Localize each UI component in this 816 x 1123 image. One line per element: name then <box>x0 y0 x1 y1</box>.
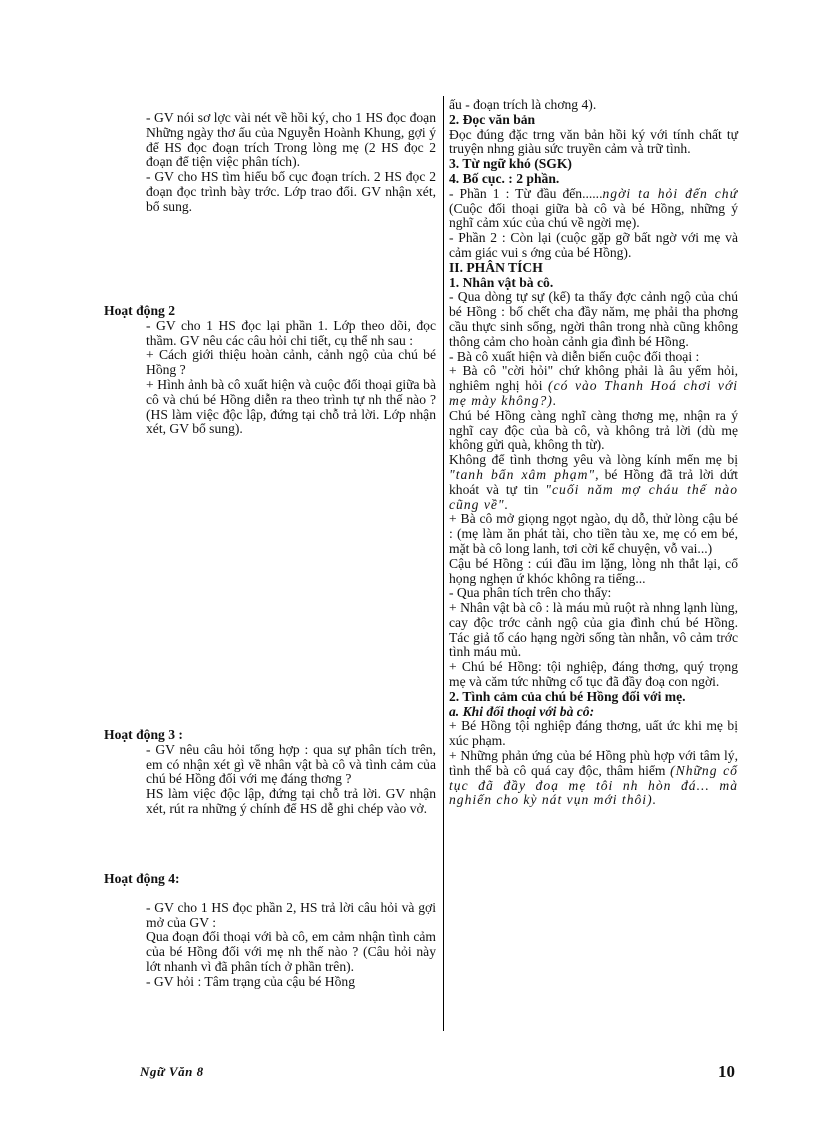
page-number: 10 <box>718 1062 735 1081</box>
right-r1: ấu - đoạn trích là chơng 4). <box>449 97 597 112</box>
hoat-dong-4-title: Hoạt động 4: <box>104 871 180 886</box>
left-intro-p2: - GV cho HS tìm hiểu bố cục đoạn trích. 2 HS đọc 2 đoạn đọc trình bày trớc. Lớp trao đổi. GV nhận xét, bổ sung. <box>146 169 436 214</box>
right-r4: - Phần 2 : Còn lại (cuộc gặp gỡ bất ngờ với mẹ và cảm giác vui s ớng của bé Hồng). <box>449 230 738 260</box>
right-r2: Đọc đúng đặc trng văn bản hồi ký với tính chất tự truyện nhng giàu sức truyền cảm và trữ tình. <box>449 126 738 157</box>
left-intro <box>104 111 436 215</box>
right-r13: + Nhân vật bà cô : là máu mủ ruột rà nhng lạnh lùng, cay độc trớc cảnh ngộ của gia đình chú bé Hồng. Tác giả tố cáo hạng ngời sống tàn nhẫn, vô cảm trớc tình máu mủ. <box>449 600 738 660</box>
left-hoat-dong-2 <box>104 304 436 437</box>
heading-bo-cuc: 4. Bố cục. : 2 phần. <box>449 170 560 186</box>
hd2-p2: + Cách giới thiệu hoàn cảnh, cảnh ngộ của chú bé Hồng ? <box>146 347 436 378</box>
hoat-dong-2-title: Hoạt động 2 <box>104 303 176 318</box>
left-intro-p1: - GV nói sơ lợc vài nét về hồi ký, cho 1 HS đọc đoạn Những ngày thơ ấu của Nguyễn Hoành Khung, gợi ý để HS đọc đoạn trích Trong lòng mẹ (2 HS đọc 2 đoạn để tiện việc phân tích). <box>146 110 436 170</box>
right-r11: Cậu bé Hồng : cúi đầu im lặng, lòng nh thắt lại, cổ họng nghẹn ứ khóc không ra tiếng... <box>449 555 738 586</box>
right-r14: + Chú bé Hồng: tội nghiệp, đáng thơng, quý trọng mẹ và căm tức những cổ tục đã đầy đoạ con ngời. <box>449 659 738 690</box>
right-r7: + Bà cô "cời hỏi" chứ không phải là âu yếm hỏi, nghiêm nghị hỏi (có vào Thanh Hoá chơi với mẹ mày không?). <box>449 363 738 408</box>
right-r12: - Qua phân tích trên cho thấy: <box>449 585 612 601</box>
right-r10: + Bà cô mở giọng ngọt ngào, dụ dỗ, thử lòng cậu bé : (mẹ làm ăn phát tài, cho tiền tàu xe, mẹ có em bé, mặt bà cô long lanh, tơi cời kể chuyện, vỗ vai...) <box>449 511 738 556</box>
right-r8: Chú bé Hồng càng nghĩ càng thơng mẹ, nhận ra ý nghĩ cay độc của bà cô, và không trả lời (dù mẹ không gửi quà, không th từ). <box>449 407 738 453</box>
hd2-p3: + Hình ảnh bà cô xuất hiện và cuộc đối thoại giữa bà cô và chú bé Hồng diễn ra theo trình tự nh thế nào ? (HS làm việc độc lập, đứng tại chỗ trả lời. Lớp nhận xét, GV bổ sung). <box>146 376 436 437</box>
hd2-p1: - GV cho 1 HS đọc lại phần 1. Lớp theo dõi, đọc thầm. GV nêu các câu hỏi chi tiết, cụ thể nh sau : <box>146 317 436 348</box>
footer-subject: Ngữ Văn 8 <box>140 1064 204 1079</box>
heading-nhan-vat-ba-co: 1. Nhân vật bà cô. <box>449 274 554 290</box>
heading-phan-tich: II. PHÂN TÍCH <box>449 259 543 275</box>
right-r5: - Qua dòng tự sự (kể) ta thấy đợc cảnh ngộ của chú bé Hồng : bố chết cha đầy năm, mẹ phải tha phơng cầu thực sinh sống, ngời thân trong nhà cũng không thông cảm cho hoàn cảnh gia đình bé Hồng. <box>449 289 738 349</box>
heading-doc-van-ban: 2. Đọc văn bản <box>449 111 536 127</box>
left-hoat-dong-3 <box>104 728 436 817</box>
heading-khi-doi-thoai: a. Khi đối thoại với bà cô: <box>449 703 595 719</box>
column-divider <box>443 96 444 1031</box>
right-r16: + Những phản ứng của bé Hồng phù hợp với tâm lý, tình thế bà cô quá cay độc, thâm hiểm (Những cổ tục đã đầy đoạ mẹ tôi nh hòn đá... mà nghiến cho kỳ nát vụn mới thôi). <box>449 748 738 808</box>
hd4-p1: - GV cho 1 HS đọc phần 2, HS trả lời câu hỏi và gợi mở của GV : <box>146 899 436 930</box>
right-r6: - Bà cô xuất hiện và diễn biến cuộc đối thoại : <box>449 348 700 364</box>
heading-tinh-cam: 2. Tình cảm của chú bé Hồng đối với mẹ. <box>449 688 686 704</box>
hd4-p3: - GV hỏi : Tâm trạng của cậu bé Hồng <box>146 973 356 989</box>
hd4-p2: Qua đoạn đối thoại với bà cô, em cảm nhận tình cảm của bé Hồng đối với mẹ nh thế nào ? (Câu hỏi này lớt nhanh vì đã phân tích ở phần trên). <box>146 929 436 974</box>
hoat-dong-3-title: Hoạt động 3 : <box>104 727 183 742</box>
hd3-p2: HS làm việc độc lập, đứng tại chỗ trả lời. GV nhận xét, rút ra những ý chính để HS dễ ghi chép vào vở. <box>146 786 436 816</box>
left-hoat-dong-4 <box>104 872 436 990</box>
right-r3: - Phần 1 : Từ đầu đến......ngời ta hỏi đến chứ (Cuộc đối thoại giữa bà cô và bé Hồng, những ý nghĩ cảm xúc của chú về ngời mẹ). <box>449 185 739 231</box>
right-r9: Không để tình thơng yêu và lòng kính mến mẹ bị "tanh bẩn xâm phạm", bé Hồng đã trả lời dứt khoát và tự tin "cuối năm mợ cháu thế nào cũng về". <box>449 452 738 512</box>
right-column <box>449 98 738 808</box>
heading-tu-ngu-kho: 3. Từ ngữ khó (SGK) <box>449 156 572 172</box>
hd3-p1: - GV nêu câu hỏi tổng hợp : qua sự phân tích trên, em có nhận xét gì về nhân vật bà cô và tình cảm của chú bé Hồng đối với mẹ đáng thơng ? <box>146 741 436 787</box>
right-r15: + Bé Hồng tội nghiệp đáng thơng, uất ức khi mẹ bị xúc phạm. <box>449 718 738 749</box>
